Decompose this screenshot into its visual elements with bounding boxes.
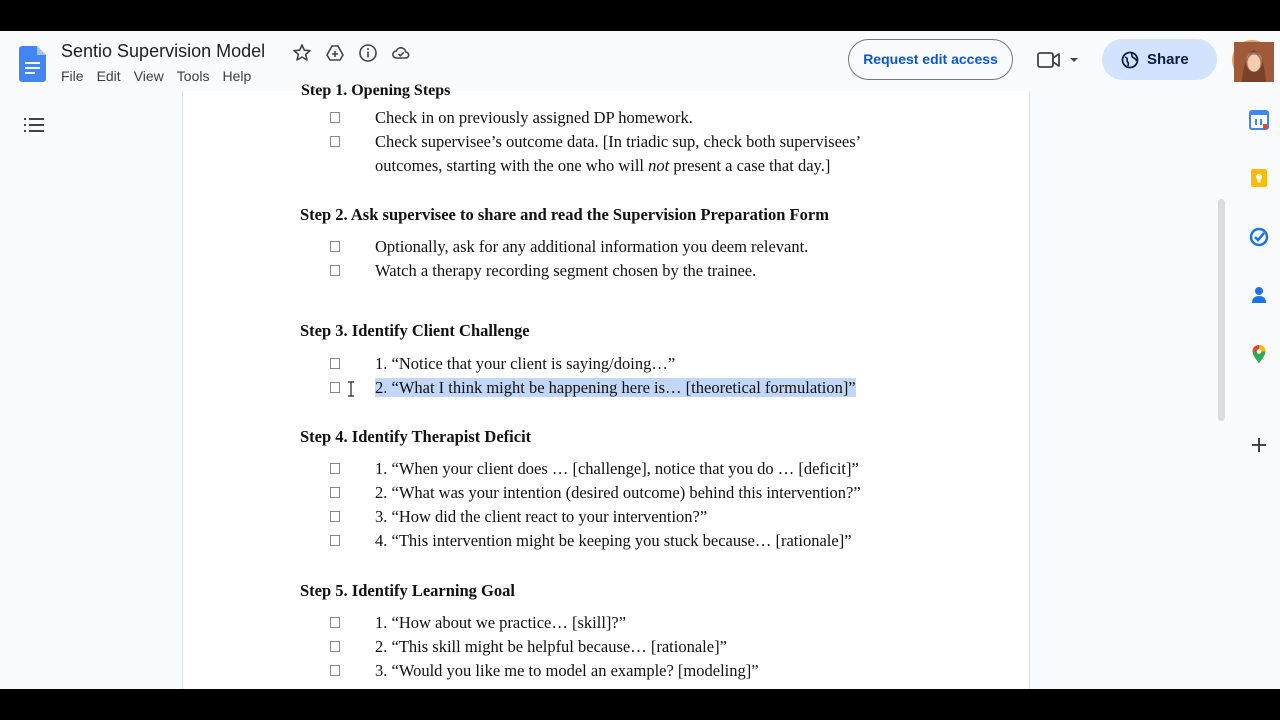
list-item[interactable] — [351, 259, 971, 283]
docs-window — [0, 31, 1280, 689]
selected-text: 2. “What I think might be happening here is… [theoretical formulation]” — [375, 378, 856, 397]
menu-bar — [61, 68, 264, 84]
checkbox[interactable] — [330, 241, 340, 252]
checkbox[interactable] — [330, 382, 340, 393]
share-label: Share — [1147, 51, 1189, 68]
list-item-selected[interactable] — [351, 376, 971, 400]
app-header — [0, 31, 1280, 91]
text-cursor-icon — [347, 381, 355, 397]
menu-file[interactable]: File — [61, 68, 84, 84]
move-to-drive-icon[interactable] — [325, 43, 345, 63]
list-item-text: 3. “How did the client react to your intervention?” — [375, 507, 708, 526]
checkbox[interactable] — [330, 535, 340, 546]
star-icon[interactable] — [292, 43, 312, 63]
list-item-text: Watch a therapy recording segment chosen by the trainee. — [375, 261, 757, 280]
partial-step-heading: Step 1. Opening Steps — [301, 82, 451, 99]
list-item[interactable] — [351, 235, 971, 259]
list-item-text — [351, 376, 971, 400]
keep-icon[interactable] — [1249, 168, 1269, 188]
checkbox[interactable] — [330, 511, 340, 522]
list-item[interactable] — [351, 481, 971, 505]
vertical-scrollbar[interactable] — [1218, 199, 1225, 421]
list-item-text: Optionally, ask for any additional information you deem relevant. — [375, 237, 809, 256]
avatar[interactable] — [1232, 40, 1272, 80]
checkbox[interactable] — [330, 641, 340, 652]
side-panel — [1240, 91, 1280, 689]
list-item-text: Check supervisee’s outcome data. [In triadic sup, check both supervisees’ outcomes, starting with the one who will not present a case that day.] — [375, 132, 862, 175]
info-icon[interactable] — [358, 43, 378, 63]
video-call-icon[interactable] — [1034, 47, 1084, 73]
cloud-saved-icon[interactable] — [391, 43, 411, 63]
list-item-text: 2. “This skill might be helpful because… [rationale]” — [375, 637, 727, 656]
request-edit-access-button[interactable]: Request edit access — [848, 39, 1013, 80]
globe-icon — [1121, 51, 1139, 69]
maps-icon[interactable] — [1249, 344, 1269, 364]
avatar-image — [1234, 42, 1274, 82]
step-heading: Step 5. Identify Learning Goal — [300, 581, 515, 600]
menu-view[interactable]: View — [133, 68, 164, 84]
checkbox[interactable] — [330, 463, 340, 474]
list-item[interactable] — [351, 529, 971, 553]
checkbox[interactable] — [330, 136, 340, 147]
list-item-text: 1. “How about we practice… [skill]?” — [375, 613, 627, 632]
checkbox[interactable] — [330, 665, 340, 676]
contacts-icon[interactable] — [1249, 285, 1269, 305]
menu-edit[interactable]: Edit — [96, 68, 121, 84]
document-page[interactable] — [182, 82, 1030, 689]
list-item[interactable] — [351, 505, 971, 529]
outline-icon[interactable] — [24, 117, 44, 133]
list-item-text: Check in on previously assigned DP homework. — [375, 108, 693, 127]
step-heading: Step 4. Identify Therapist Deficit — [300, 427, 532, 446]
document-title[interactable]: Sentio Supervision Model — [61, 41, 266, 61]
list-item-text: 3. “Would you like me to model an example? [modeling]” — [375, 661, 759, 680]
list-item[interactable] — [351, 130, 971, 178]
checkbox[interactable] — [330, 487, 340, 498]
checkbox[interactable] — [330, 358, 340, 369]
step-heading: Step 3. Identify Client Challenge — [300, 321, 530, 340]
menu-help[interactable]: Help — [222, 68, 252, 84]
list-item[interactable] — [351, 611, 971, 635]
list-item[interactable] — [351, 352, 971, 376]
checkbox[interactable] — [330, 112, 340, 123]
calendar-icon[interactable] — [1249, 110, 1269, 130]
list-item[interactable] — [351, 659, 971, 683]
list-item-text: 1. “Notice that your client is saying/doing…” — [375, 354, 676, 373]
list-item-text: 4. “This intervention might be keeping you stuck because… [rationale]” — [375, 531, 852, 550]
step-heading: Step 2. Ask supervisee to share and read the Supervision Preparation Form — [300, 205, 829, 224]
checkbox[interactable] — [330, 265, 340, 276]
list-item[interactable] — [351, 457, 971, 481]
docs-logo-icon[interactable] — [19, 46, 46, 82]
list-item[interactable] — [351, 635, 971, 659]
checkbox[interactable] — [330, 617, 340, 628]
list-item-text: 1. “When your client does … [challenge], notice that you do … [deficit]” — [375, 459, 859, 478]
tasks-icon[interactable] — [1249, 227, 1269, 247]
list-item[interactable] — [351, 106, 971, 130]
menu-tools[interactable]: Tools — [176, 68, 210, 84]
share-button[interactable] — [1102, 39, 1217, 80]
add-icon[interactable] — [1249, 435, 1269, 455]
list-item-text: 2. “What was your intention (desired outcome) behind this intervention?” — [375, 483, 861, 502]
